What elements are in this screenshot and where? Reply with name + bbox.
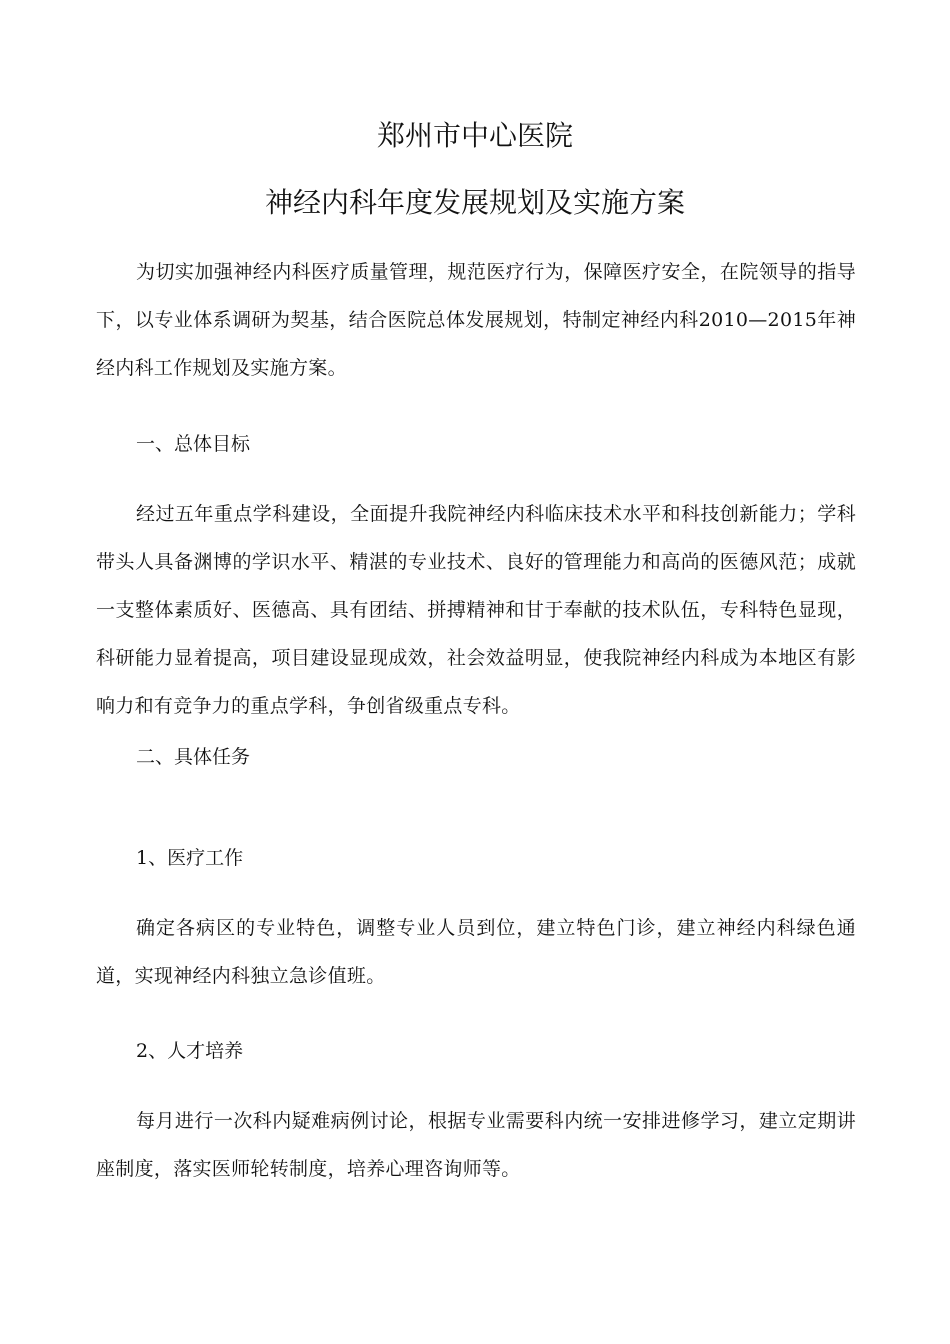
section-heading-specific-tasks: 二、具体任务 bbox=[136, 746, 251, 768]
medical-work-paragraph: 确定各病区的专业特色，调整专业人员到位，建立特色门诊，建立神经内科绿色通道，实现神经内科独立急诊值班。 bbox=[96, 917, 856, 987]
talent-training-paragraph: 每月进行一次科内疑难病例讨论，根据专业需要科内统一安排进修学习，建立定期讲座制度，落实医师轮转制度，培养心理咨询师等。 bbox=[96, 1110, 856, 1180]
document-title: 郑州市中心医院 bbox=[376, 119, 573, 152]
intro-paragraph: 为切实加强神经内科医疗质量管理，规范医疗行为，保障医疗安全，在院领导的指导下，以专业体系调研为契基，结合医院总体发展规划，特制定神经内科2010—2015年神经内科工作规划及实施方案。 bbox=[96, 261, 856, 379]
overall-goal-paragraph: 经过五年重点学科建设，全面提升我院神经内科临床技术水平和科技创新能力；学科带头人具备渊博的学识水平、精湛的专业技术、良好的管理能力和高尚的医德风范；成就一支整体素质好、医德高、具有团结、拼搏精神和甘于奉献的技术队伍，专科特色显现，科研能力显着提高，项目建设显现成效，社会效益明显，使我院神经内科成为本地区有影响力和有竞争力的重点学科，争创省级重点专科。 bbox=[96, 503, 856, 717]
subsection-heading-medical-work: 1、医疗工作 bbox=[136, 847, 244, 869]
document-subtitle: 神经内科年度发展规划及实施方案 bbox=[264, 186, 685, 219]
section-heading-overall-goal: 一、总体目标 bbox=[136, 433, 251, 455]
subsection-heading-talent-training: 2、人才培养 bbox=[136, 1040, 244, 1062]
